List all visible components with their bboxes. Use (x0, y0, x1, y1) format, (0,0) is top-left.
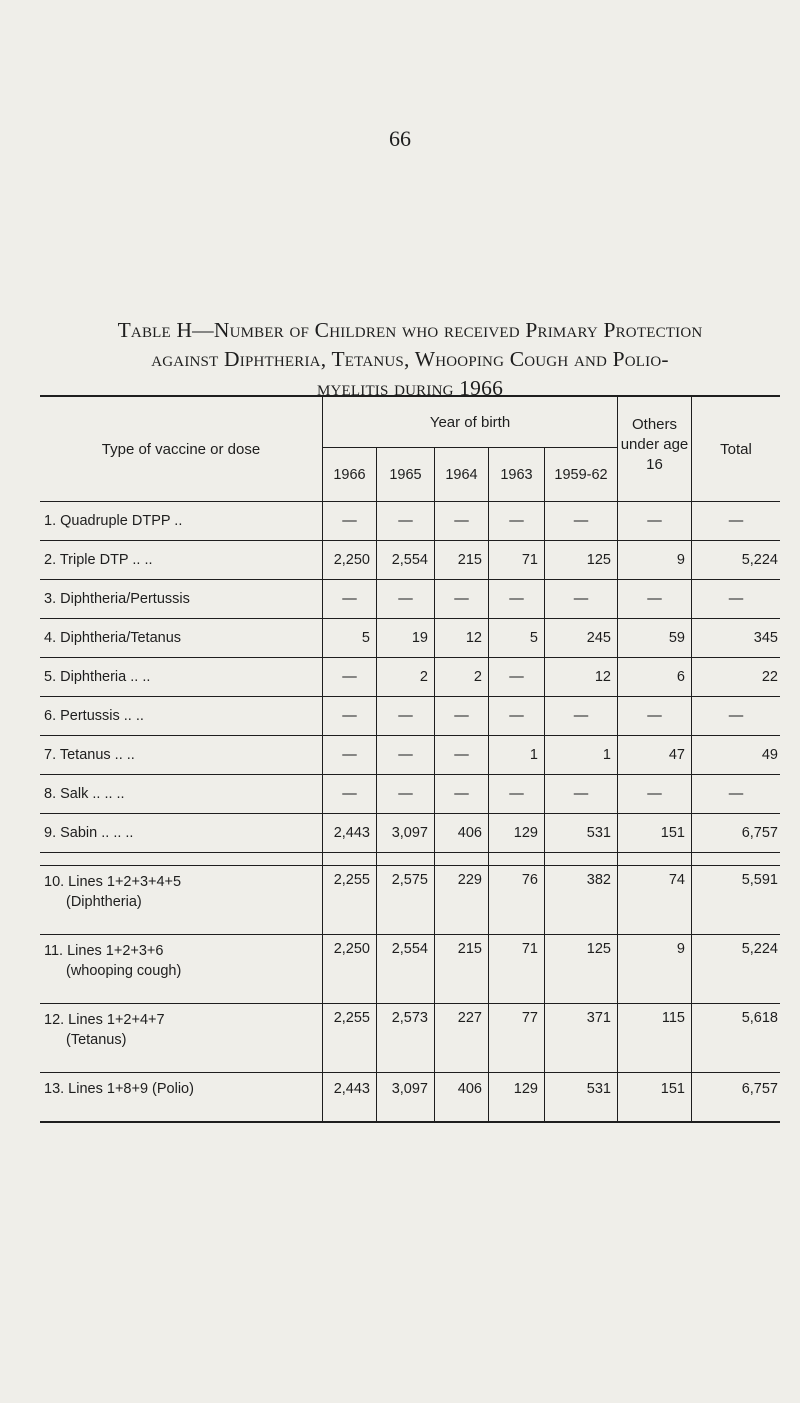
row-label (40, 697, 323, 736)
row-label (40, 619, 323, 658)
table-row (40, 502, 780, 541)
value-cell: 3,097 (377, 814, 435, 853)
header-type: Type of vaccine or dose (40, 396, 323, 502)
value-cell: 115 (618, 1004, 692, 1073)
value-cell: — (377, 502, 435, 541)
total-cell: 22 (692, 658, 781, 697)
value-cell: 151 (618, 1073, 692, 1123)
value-cell: — (323, 697, 377, 736)
total-cell: 5,224 (692, 541, 781, 580)
value-cell: — (377, 580, 435, 619)
value-cell: 382 (545, 866, 618, 935)
row-label-text: 8. Salk .. .. .. (44, 786, 125, 802)
table-row (40, 814, 780, 853)
value-cell: 2,255 (323, 1004, 377, 1073)
row-label (40, 541, 323, 580)
value-cell: 125 (545, 935, 618, 1004)
table-row (40, 1004, 780, 1073)
value-cell: 2,554 (377, 935, 435, 1004)
total-cell: 6,757 (692, 814, 781, 853)
value-cell: 215 (435, 935, 489, 1004)
table-row (40, 935, 780, 1004)
value-cell: — (323, 658, 377, 697)
value-cell: 76 (489, 866, 545, 935)
value-cell: 2 (435, 658, 489, 697)
row-label-text: 7. Tetanus .. .. (44, 747, 135, 763)
row-label-sub: (Tetanus) (66, 1032, 127, 1048)
value-cell: — (489, 697, 545, 736)
value-cell: 245 (545, 619, 618, 658)
value-cell: 2,573 (377, 1004, 435, 1073)
value-cell: — (489, 580, 545, 619)
row-label (40, 1004, 323, 1073)
row-label (40, 1073, 323, 1123)
row-label (40, 775, 323, 814)
value-cell: 129 (489, 1073, 545, 1123)
value-cell: 2,250 (323, 935, 377, 1004)
row-label (40, 866, 323, 935)
value-cell: 125 (545, 541, 618, 580)
value-cell: 71 (489, 935, 545, 1004)
header-others: Others under age 16 (618, 396, 692, 502)
row-label-text: 12. Lines 1+2+4+7 (44, 1012, 165, 1028)
value-cell: 12 (545, 658, 618, 697)
table-row (40, 580, 780, 619)
value-cell: 2,443 (323, 814, 377, 853)
spacer-row (40, 853, 780, 866)
value-cell: 47 (618, 736, 692, 775)
value-cell: 227 (435, 1004, 489, 1073)
table-row (40, 619, 780, 658)
total-cell: 49 (692, 736, 781, 775)
table-row (40, 736, 780, 775)
row-label-text: 10. Lines 1+2+3+4+5 (44, 874, 182, 890)
total-cell: 5,618 (692, 1004, 781, 1073)
row-label (40, 935, 323, 1004)
value-cell: — (618, 502, 692, 541)
value-cell: — (489, 658, 545, 697)
value-cell: — (323, 775, 377, 814)
value-cell: — (435, 697, 489, 736)
header-total: Total (692, 396, 781, 502)
total-cell: 6,757 (692, 1073, 781, 1123)
row-label-text: 1. Quadruple DTPP .. (44, 513, 183, 529)
value-cell: 12 (435, 619, 489, 658)
value-cell: 2,255 (323, 866, 377, 935)
value-cell: 2,250 (323, 541, 377, 580)
total-cell: — (692, 775, 781, 814)
value-cell: 531 (545, 1073, 618, 1123)
value-cell: — (377, 697, 435, 736)
row-label-text: 5. Diphtheria .. .. (44, 669, 151, 685)
row-label (40, 658, 323, 697)
value-cell: 406 (435, 814, 489, 853)
value-cell: 531 (545, 814, 618, 853)
value-cell: 371 (545, 1004, 618, 1073)
header-year: 1959-62 (545, 448, 618, 502)
value-cell: — (323, 502, 377, 541)
value-cell: 5 (323, 619, 377, 658)
row-label-sub: (whooping cough) (66, 963, 182, 979)
value-cell: — (618, 697, 692, 736)
value-cell: — (545, 580, 618, 619)
table-row (40, 866, 780, 935)
value-cell: 229 (435, 866, 489, 935)
row-label-text: 11. Lines 1+2+3+6 (44, 943, 164, 959)
value-cell: — (435, 736, 489, 775)
value-cell: — (618, 580, 692, 619)
table-row (40, 1073, 780, 1123)
value-cell: — (377, 736, 435, 775)
value-cell: 9 (618, 541, 692, 580)
value-cell: 6 (618, 658, 692, 697)
value-cell: — (435, 502, 489, 541)
row-label-text: 2. Triple DTP .. .. (44, 552, 153, 568)
row-label-sub: (Diphtheria) (66, 894, 142, 910)
vaccination-table (40, 395, 780, 1123)
total-cell: 5,224 (692, 935, 781, 1004)
value-cell: 5 (489, 619, 545, 658)
row-label-text: 4. Diphtheria/Tetanus (44, 630, 182, 646)
value-cell: 74 (618, 866, 692, 935)
row-label (40, 814, 323, 853)
row-label (40, 736, 323, 775)
value-cell: 19 (377, 619, 435, 658)
row-label-text: 13. Lines 1+8+9 (Polio) (44, 1081, 194, 1097)
value-cell: — (323, 580, 377, 619)
table-row (40, 775, 780, 814)
table-row (40, 541, 780, 580)
value-cell: — (545, 502, 618, 541)
value-cell: — (435, 775, 489, 814)
total-cell: — (692, 580, 781, 619)
title-line-1: Table H—Number of Children who received Primary Protection (117, 318, 703, 342)
row-label (40, 580, 323, 619)
header-year: 1963 (489, 448, 545, 502)
total-cell: — (692, 697, 781, 736)
title-line-2: against Diphtheria, Tetanus, Whooping Cough and Polio- (151, 347, 669, 371)
value-cell: — (435, 580, 489, 619)
table-title (60, 316, 760, 403)
value-cell: 129 (489, 814, 545, 853)
value-cell: 1 (545, 736, 618, 775)
header-year: 1964 (435, 448, 489, 502)
value-cell: 406 (435, 1073, 489, 1123)
page-number: 66 (389, 126, 411, 151)
row-label-text: 3. Diphtheria/Pertussis (44, 591, 190, 607)
value-cell: 1 (489, 736, 545, 775)
value-cell: — (545, 697, 618, 736)
value-cell: — (489, 775, 545, 814)
total-cell: — (692, 502, 781, 541)
row-label-text: 9. Sabin .. .. .. (44, 825, 134, 841)
header-year: 1966 (323, 448, 377, 502)
row-label-text: 6. Pertussis .. .. (44, 708, 144, 724)
value-cell: 151 (618, 814, 692, 853)
value-cell: 71 (489, 541, 545, 580)
value-cell: 2,575 (377, 866, 435, 935)
table-row (40, 697, 780, 736)
value-cell: — (618, 775, 692, 814)
table-row (40, 658, 780, 697)
value-cell: 59 (618, 619, 692, 658)
value-cell: — (489, 502, 545, 541)
value-cell: 2,443 (323, 1073, 377, 1123)
value-cell: 2 (377, 658, 435, 697)
header-year: 1965 (377, 448, 435, 502)
value-cell: 9 (618, 935, 692, 1004)
title-line-3: myelitis during 1966 (316, 376, 504, 400)
value-cell: 215 (435, 541, 489, 580)
value-cell: — (323, 736, 377, 775)
value-cell: — (545, 775, 618, 814)
value-cell: 2,554 (377, 541, 435, 580)
value-cell: 3,097 (377, 1073, 435, 1123)
row-label (40, 502, 323, 541)
value-cell: 77 (489, 1004, 545, 1073)
value-cell: — (377, 775, 435, 814)
total-cell: 5,591 (692, 866, 781, 935)
total-cell: 345 (692, 619, 781, 658)
header-year-of-birth: Year of birth (323, 396, 618, 448)
